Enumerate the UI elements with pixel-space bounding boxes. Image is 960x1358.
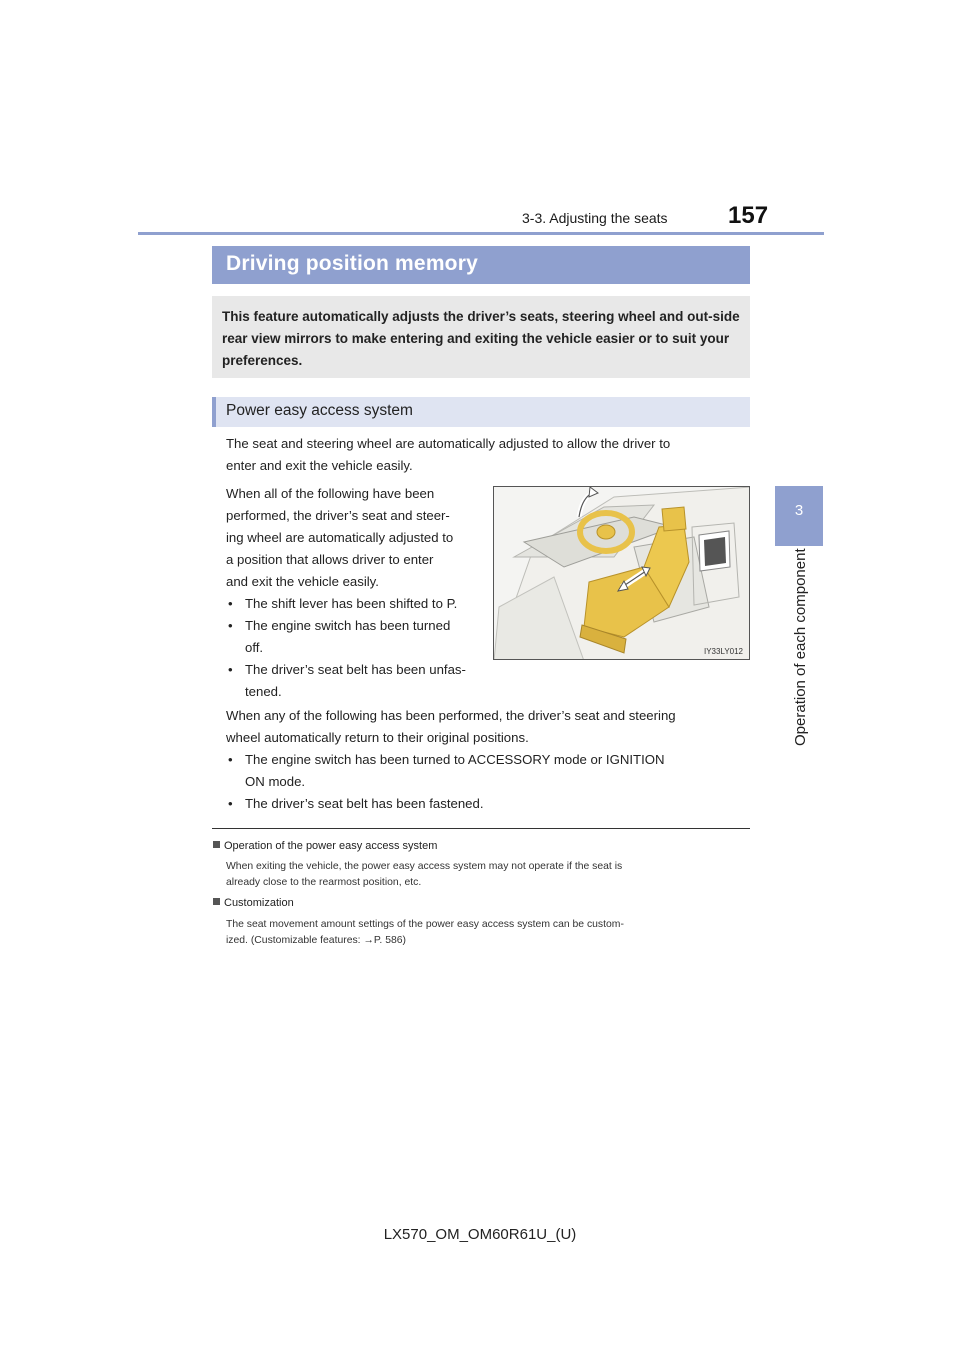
- paragraph-conditions-line: ing wheel are automatically adjusted to: [226, 530, 454, 545]
- figure-code: IY33LY012: [704, 647, 743, 656]
- paragraph-conditions-line: performed, the driver’s seat and steer-: [226, 508, 450, 523]
- condition-item: [228, 593, 480, 615]
- paragraph-intro-line1: The seat and steering wheel are automatically adjusted to allow the driver to: [226, 436, 671, 451]
- seat-illustration-drawing: [494, 487, 750, 660]
- condition-text: The driver’s seat belt has been unfas-: [245, 662, 466, 677]
- paragraph-intro-line2: enter and exit the vehicle easily.: [226, 458, 413, 473]
- section-title-bar: [212, 246, 750, 284]
- note-heading: [213, 897, 294, 909]
- document-code-footer: LX570_OM_OM60R61U_(U): [383, 1226, 577, 1243]
- section-header: 3-3. Adjusting the seats: [522, 210, 668, 226]
- bullet-mark: •: [228, 662, 233, 677]
- square-bullet-icon: [213, 898, 220, 905]
- bullet-mark: •: [228, 596, 233, 611]
- return-condition-item: [228, 793, 748, 815]
- square-bullet-icon: [213, 841, 220, 848]
- paragraph-return-line2: wheel automatically return to their original positions.: [226, 730, 529, 745]
- note-body-line2: ized. (Customizable features: →P. 586): [226, 935, 406, 946]
- note-heading: [213, 840, 437, 852]
- chapter-label: [764, 548, 809, 750]
- paragraph-conditions-line: a position that allows driver to enter: [226, 552, 434, 567]
- section-title: Driving position memory: [226, 252, 478, 275]
- return-condition-text-cont: ON mode.: [245, 774, 306, 789]
- subsection-title: Power easy access system: [226, 402, 413, 419]
- intro-text: This feature automatically adjusts the driver’s seats, steering wheel and out-side rear view mirrors to make entering and exiting the vehicle easier or to suit your preferences.: [222, 309, 740, 368]
- header-rule: [138, 232, 824, 235]
- return-condition-item: [228, 749, 748, 793]
- return-condition-text: The engine switch has been turned to ACCESSORY mode or IGNITION: [245, 752, 665, 767]
- chapter-number: 3: [794, 502, 804, 519]
- note-body-line1: When exiting the vehicle, the power easy access system may not operate if the seat is: [226, 861, 623, 872]
- seat-illustration: [493, 486, 750, 660]
- notes-separator: [212, 828, 750, 829]
- condition-text-cont: off.: [245, 640, 264, 655]
- return-condition-text: The driver’s seat belt has been fastened.: [245, 796, 484, 811]
- page-number: 157: [728, 202, 769, 229]
- note-body-line1: The seat movement amount settings of the power easy access system can be custom-: [226, 919, 624, 930]
- paragraph-return-line1: When any of the following has been performed, the driver’s seat and steering: [226, 708, 676, 723]
- bullet-mark: •: [228, 796, 233, 811]
- condition-text-cont: tened.: [245, 684, 282, 699]
- bullet-mark: •: [228, 752, 233, 767]
- paragraph-conditions-line: When all of the following have been: [226, 486, 435, 501]
- chapter-label-text: Operation of each component: [792, 548, 809, 746]
- note-body-line2: already close to the rearmost position, etc.: [226, 877, 422, 888]
- intro-box: [212, 296, 750, 378]
- condition-text: The engine switch has been turned: [245, 618, 451, 633]
- bullet-mark: •: [228, 618, 233, 633]
- note-heading-text: Customization: [224, 897, 294, 909]
- condition-text: The shift lever has been shifted to P.: [245, 596, 458, 611]
- subsection-title-bar: [212, 397, 750, 427]
- condition-item: [228, 659, 480, 703]
- paragraph-conditions-line: and exit the vehicle easily.: [226, 574, 379, 589]
- note-heading-text: Operation of the power easy access system: [224, 840, 438, 852]
- condition-item: [228, 615, 480, 659]
